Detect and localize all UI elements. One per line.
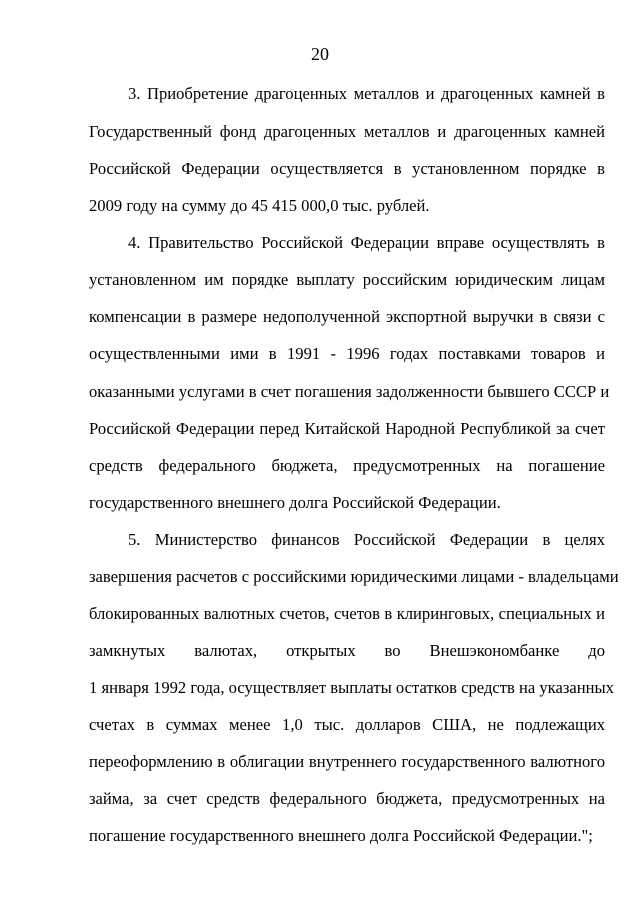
paragraph-5-line-2: завершения расчетов с российскими юридическими лицами - владельцами (89, 567, 619, 586)
paragraph-5-line-3: блокированных валютных счетов, счетов в клиринговых, специальных и (89, 604, 605, 623)
paragraph-3-line-3: Российской Федерации осуществляется в установленном порядке в (89, 159, 605, 178)
paragraph-5-line-8: займа, за счет средств федерального бюджета, предусмотренных на (89, 789, 605, 808)
paragraph-4-line-8: государственного внешнего долга Российской Федерации. (89, 493, 501, 512)
paragraph-4-line-1: 4. Правительство Российской Федерации вправе осуществлять в (128, 233, 605, 252)
page-number: 20 (311, 44, 329, 64)
paragraph-4-line-6: Российской Федерации перед Китайской Народной Республикой за счет (89, 419, 605, 438)
paragraph-3-line-1: 3. Приобретение драгоценных металлов и драгоценных камней в (128, 84, 605, 103)
paragraph-4-line-4: осуществленными ими в 1991 - 1996 годах поставками товаров и (89, 344, 605, 363)
paragraph-5-line-5: 1 января 1992 года, осуществляет выплаты остатков средств на указанных (89, 678, 614, 697)
paragraph-4-line-3: компенсации в размере недополученной экспортной выручки в связи с (89, 307, 605, 326)
paragraph-5-line-1: 5. Министерство финансов Российской Федерации в целях (128, 530, 605, 549)
paragraph-4-line-7: средств федерального бюджета, предусмотренных на погашение (89, 456, 605, 475)
paragraph-3-line-2: Государственный фонд драгоценных металлов и драгоценных камней (89, 122, 605, 141)
paragraph-4-line-5: оказанными услугами в счет погашения задолженности бывшего СССР и (89, 382, 610, 401)
paragraph-5-line-6: счетах в суммах менее 1,0 тыс. долларов США, не подлежащих (89, 715, 605, 734)
paragraph-5-line-9: погашение государственного внешнего долга Российской Федерации."; (89, 826, 593, 845)
paragraph-5-line-4: замкнутых валютах, открытых во Внешэкономбанке до (89, 641, 605, 660)
paragraph-3-line-4: 2009 году на сумму до 45 415 000,0 тыс. рублей. (89, 196, 430, 215)
paragraph-5-line-7: переоформлению в облигации внутреннего государственного валютного (89, 752, 605, 771)
paragraph-4-line-2: установленном им порядке выплату российским юридическим лицам (89, 270, 605, 289)
